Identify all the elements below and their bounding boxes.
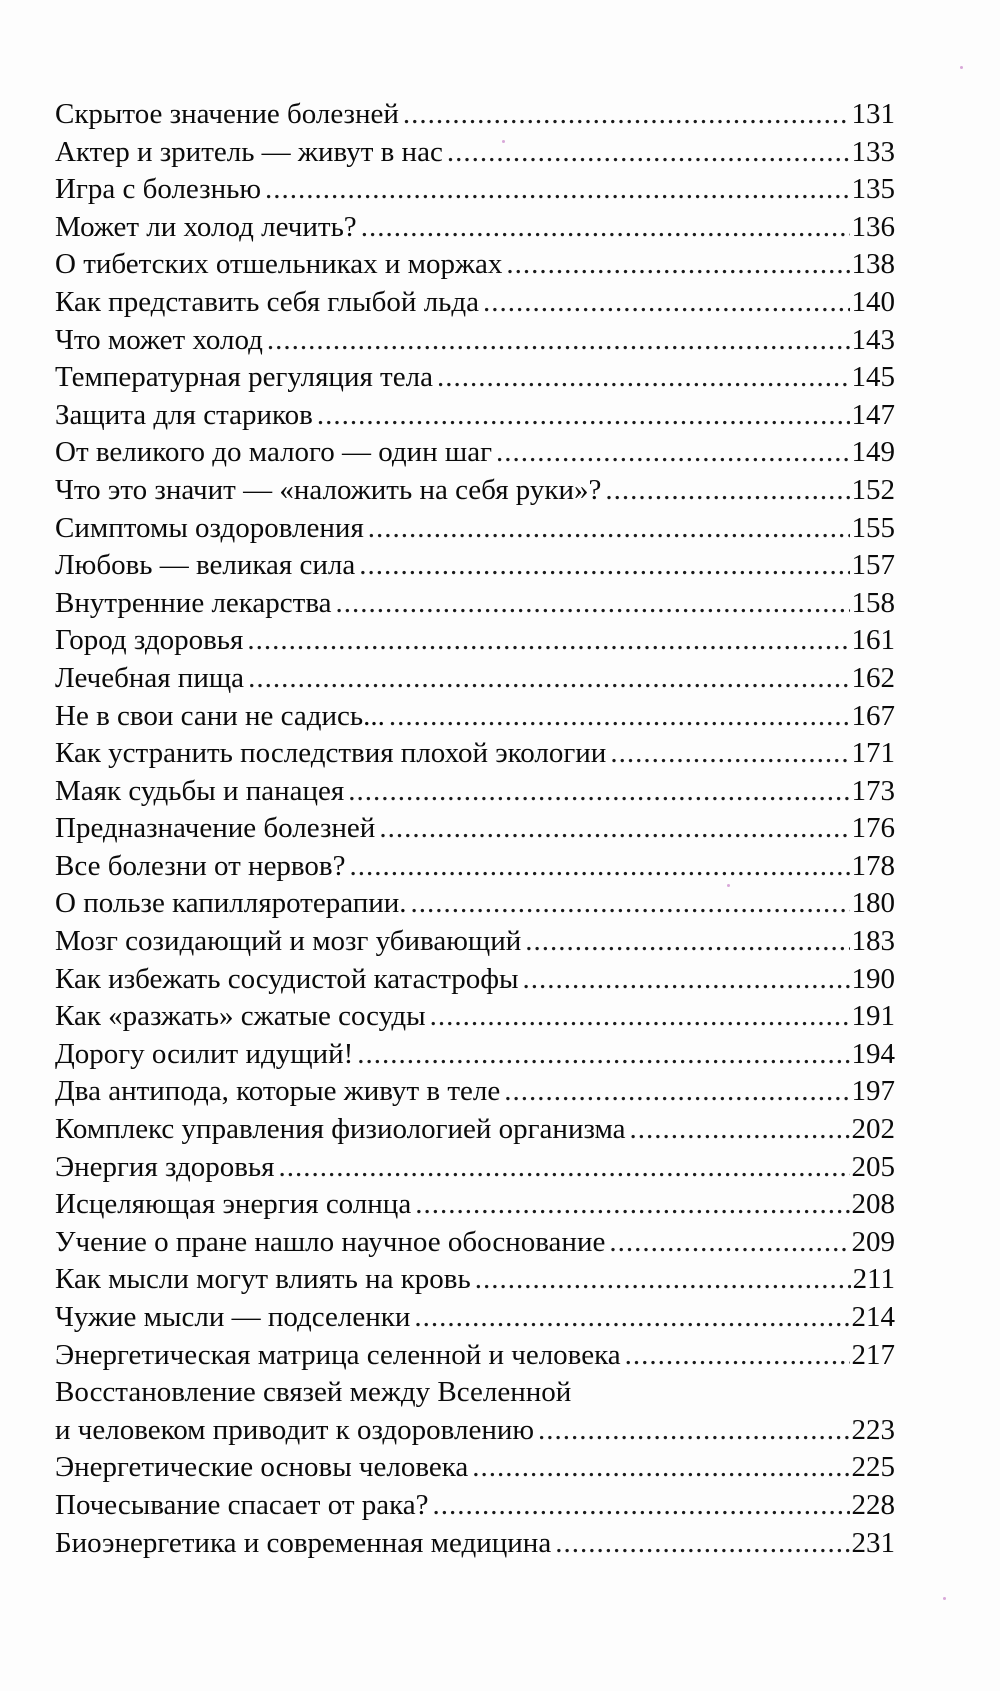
dot-leader <box>414 1299 849 1337</box>
toc-entry-page: 143 <box>851 323 895 356</box>
toc-entry-page: 133 <box>851 135 895 168</box>
toc-entry-page: 217 <box>851 1338 895 1371</box>
table-of-contents <box>55 96 895 1562</box>
scan-speck <box>502 140 505 143</box>
dot-leader <box>336 585 850 623</box>
dot-leader <box>504 1073 849 1111</box>
toc-entry-title: Мозг созидающий и мозг убивающий <box>55 925 522 958</box>
toc-entry <box>55 885 895 923</box>
toc-entry <box>55 510 895 548</box>
toc-entry <box>55 622 895 660</box>
dot-leader <box>278 1149 849 1187</box>
toc-entry-title: Дорогу осилит идущий! <box>55 1037 354 1070</box>
toc-entry-title: От великого до малого — один шаг <box>55 436 493 469</box>
toc-entry <box>55 359 895 397</box>
dot-leader <box>447 134 850 172</box>
toc-entry-page: 205 <box>851 1150 895 1183</box>
toc-entry-title: Учение о пране нашло научное обоснование <box>55 1225 606 1258</box>
toc-entry <box>55 923 895 961</box>
toc-entry-multiline <box>55 1374 895 1449</box>
toc-entry <box>55 1073 895 1111</box>
dot-leader <box>605 472 849 510</box>
toc-entry-page: 152 <box>851 473 895 506</box>
toc-entry-page: 190 <box>851 962 895 995</box>
dot-leader <box>389 698 850 736</box>
toc-entry <box>55 1261 895 1299</box>
toc-entry <box>55 1149 895 1187</box>
dot-leader <box>368 510 850 548</box>
toc-entry <box>55 660 895 698</box>
toc-entry-page: 176 <box>851 812 895 845</box>
toc-entry-title: Может ли холод лечить? <box>55 210 357 243</box>
toc-entry <box>55 472 895 510</box>
toc-entry-page: 158 <box>851 586 895 619</box>
dot-leader <box>430 998 850 1036</box>
toc-entry-title: Что это значит — «наложить на себя руки»? <box>55 473 602 506</box>
scan-speck <box>960 66 963 69</box>
toc-entry <box>55 848 895 886</box>
toc-entry <box>55 998 895 1036</box>
dot-leader <box>525 923 849 961</box>
toc-entry-title: Маяк судьбы и панацея <box>55 774 345 807</box>
toc-entry-page: 211 <box>852 1263 895 1296</box>
toc-entry <box>55 434 895 472</box>
toc-entry <box>55 1337 895 1375</box>
toc-entry-second-line <box>55 1412 895 1450</box>
toc-entry-title: Игра с болезнью <box>55 173 262 206</box>
toc-entry <box>55 1487 895 1525</box>
toc-entry-page: 208 <box>851 1188 895 1221</box>
toc-entry <box>55 810 895 848</box>
toc-entry-title: Защита для стариков <box>55 398 313 431</box>
toc-entry <box>55 1525 895 1563</box>
dot-leader <box>555 1525 849 1563</box>
toc-entry <box>55 585 895 623</box>
toc-entry-page: 167 <box>851 699 895 732</box>
toc-entry-page: 178 <box>851 849 895 882</box>
toc-entry-title: Скрытое значение болезней <box>55 98 399 130</box>
toc-entry <box>55 547 895 585</box>
toc-entry-title: Температурная регуляция тела <box>55 361 433 394</box>
toc-entry-title: Два антипода, которые живут в теле <box>55 1075 501 1108</box>
dot-leader <box>630 1111 850 1149</box>
scan-speck <box>943 1597 946 1600</box>
dot-leader <box>248 660 849 698</box>
toc-entry-title: О пользе капилляротерапии. <box>55 887 407 920</box>
toc-entry <box>55 246 895 284</box>
toc-entry-page: 147 <box>851 398 895 431</box>
toc-entry-title: О тибетских отшельниках и моржах <box>55 248 503 281</box>
toc-entry <box>55 322 895 360</box>
dot-leader <box>348 773 849 811</box>
toc-entry <box>55 1111 895 1149</box>
toc-entry <box>55 735 895 773</box>
toc-entry-title: Актер и зритель — живут в нас <box>55 135 443 168</box>
toc-entry-title: Любовь — великая сила <box>55 549 356 582</box>
scan-speck <box>727 884 730 887</box>
toc-entry-title: Не в свои сани не садись... <box>55 699 385 732</box>
toc-entry-page: 231 <box>851 1526 895 1559</box>
toc-entry <box>55 698 895 736</box>
toc-entry <box>55 134 895 172</box>
toc-entry-page: 149 <box>851 436 895 469</box>
dot-leader <box>350 848 850 886</box>
toc-entry-page: 209 <box>851 1225 895 1258</box>
toc-entry-title: Как мысли могут влиять на кровь <box>55 1263 471 1296</box>
toc-entry <box>55 1186 895 1224</box>
toc-entry-page: 136 <box>851 210 895 243</box>
dot-leader <box>357 1036 849 1074</box>
toc-entry-page: 194 <box>851 1037 895 1070</box>
toc-entry <box>55 284 895 322</box>
dot-leader <box>538 1412 849 1450</box>
toc-entry-page: 173 <box>851 774 895 807</box>
toc-entry-title: Биоэнергетика и современная медицина <box>55 1526 552 1559</box>
dot-leader <box>317 397 850 435</box>
toc-entry-page: 140 <box>851 285 895 318</box>
toc-entry <box>55 1036 895 1074</box>
dot-leader <box>403 96 850 134</box>
toc-entry <box>55 1224 895 1262</box>
dot-leader <box>506 246 849 284</box>
toc-entry <box>55 1299 895 1337</box>
toc-entry-page: 161 <box>851 624 895 657</box>
toc-entry-title: Энергетические основы человека <box>55 1451 469 1484</box>
toc-entry-page: 197 <box>851 1075 895 1108</box>
dot-leader <box>411 885 850 923</box>
dot-leader <box>379 810 849 848</box>
toc-entry-title: Энергия здоровья <box>55 1150 275 1183</box>
toc-entry-page: 180 <box>851 887 895 920</box>
toc-entry-title: Почесывание спасает от рака? <box>55 1488 429 1521</box>
dot-leader <box>496 434 849 472</box>
toc-entry <box>55 1449 895 1487</box>
dot-leader <box>472 1449 849 1487</box>
toc-entry-title: Симптомы оздоровления <box>55 511 364 544</box>
toc-entry-title: Все болезни от нервов? <box>55 849 346 882</box>
toc-entry-title-line1: Восстановление связей между Вселенной <box>55 1376 572 1409</box>
toc-entry-title-line2: и человеком приводит к оздоровлению <box>55 1413 535 1446</box>
toc-entry-page: 155 <box>851 511 895 544</box>
toc-entry <box>55 773 895 811</box>
dot-leader <box>359 547 849 585</box>
dot-leader <box>609 1224 849 1262</box>
toc-entry-title: Лечебная пища <box>55 661 245 694</box>
toc-entry-title: Что может холод <box>55 323 263 356</box>
toc-entry <box>55 397 895 435</box>
toc-entry <box>55 209 895 247</box>
dot-leader <box>361 209 850 247</box>
toc-entry <box>55 96 895 134</box>
dot-leader <box>433 1487 850 1525</box>
toc-entry-title: Энергетическая матрица селенной и человека <box>55 1338 621 1371</box>
toc-entry-page: 223 <box>851 1413 895 1446</box>
toc-entry-page: 157 <box>851 549 895 582</box>
toc-entry-title: Исцеляющая энергия солнца <box>55 1188 412 1221</box>
toc-entry-title: Комплекс управления физиологией организма <box>55 1113 626 1146</box>
toc-entry-title: Как избежать сосудистой катастрофы <box>55 962 519 995</box>
dot-leader <box>265 171 849 209</box>
dot-leader <box>610 735 849 773</box>
toc-entry-title: Внутренние лекарства <box>55 586 332 619</box>
dot-leader <box>625 1337 850 1375</box>
toc-entry-page: 228 <box>851 1488 895 1521</box>
toc-entry-page: 202 <box>851 1113 895 1146</box>
toc-entry-title: Как «разжать» сжатые сосуды <box>55 1000 426 1033</box>
toc-entry-page: 138 <box>851 248 895 281</box>
toc-entry-page: 225 <box>851 1451 895 1484</box>
toc-entry-title: Предназначение болезней <box>55 812 376 845</box>
toc-entry-page: 171 <box>851 737 895 770</box>
dot-leader <box>483 284 849 322</box>
toc-entry-title: Как устранить последствия плохой экологии <box>55 737 607 770</box>
toc-entry-page: 162 <box>851 661 895 694</box>
toc-entry-page: 183 <box>851 925 895 958</box>
dot-leader <box>475 1261 851 1299</box>
toc-entry-title: Чужие мысли — подселенки <box>55 1301 411 1333</box>
dot-leader <box>247 622 849 660</box>
toc-entry <box>55 171 895 209</box>
dot-leader <box>523 961 850 999</box>
toc-entry <box>55 961 895 999</box>
toc-entry-page: 191 <box>851 1000 895 1033</box>
dot-leader <box>437 359 850 397</box>
toc-entry-title: Город здоровья <box>55 624 244 657</box>
toc-entry-page: 135 <box>851 173 895 206</box>
toc-entry-title: Как представить себя глыбой льда <box>55 285 480 318</box>
toc-entry-page: 214 <box>851 1301 895 1333</box>
toc-entry-page: 145 <box>851 361 895 394</box>
toc-entry-page: 131 <box>851 98 895 130</box>
dot-leader <box>415 1186 849 1224</box>
dot-leader <box>267 322 850 360</box>
